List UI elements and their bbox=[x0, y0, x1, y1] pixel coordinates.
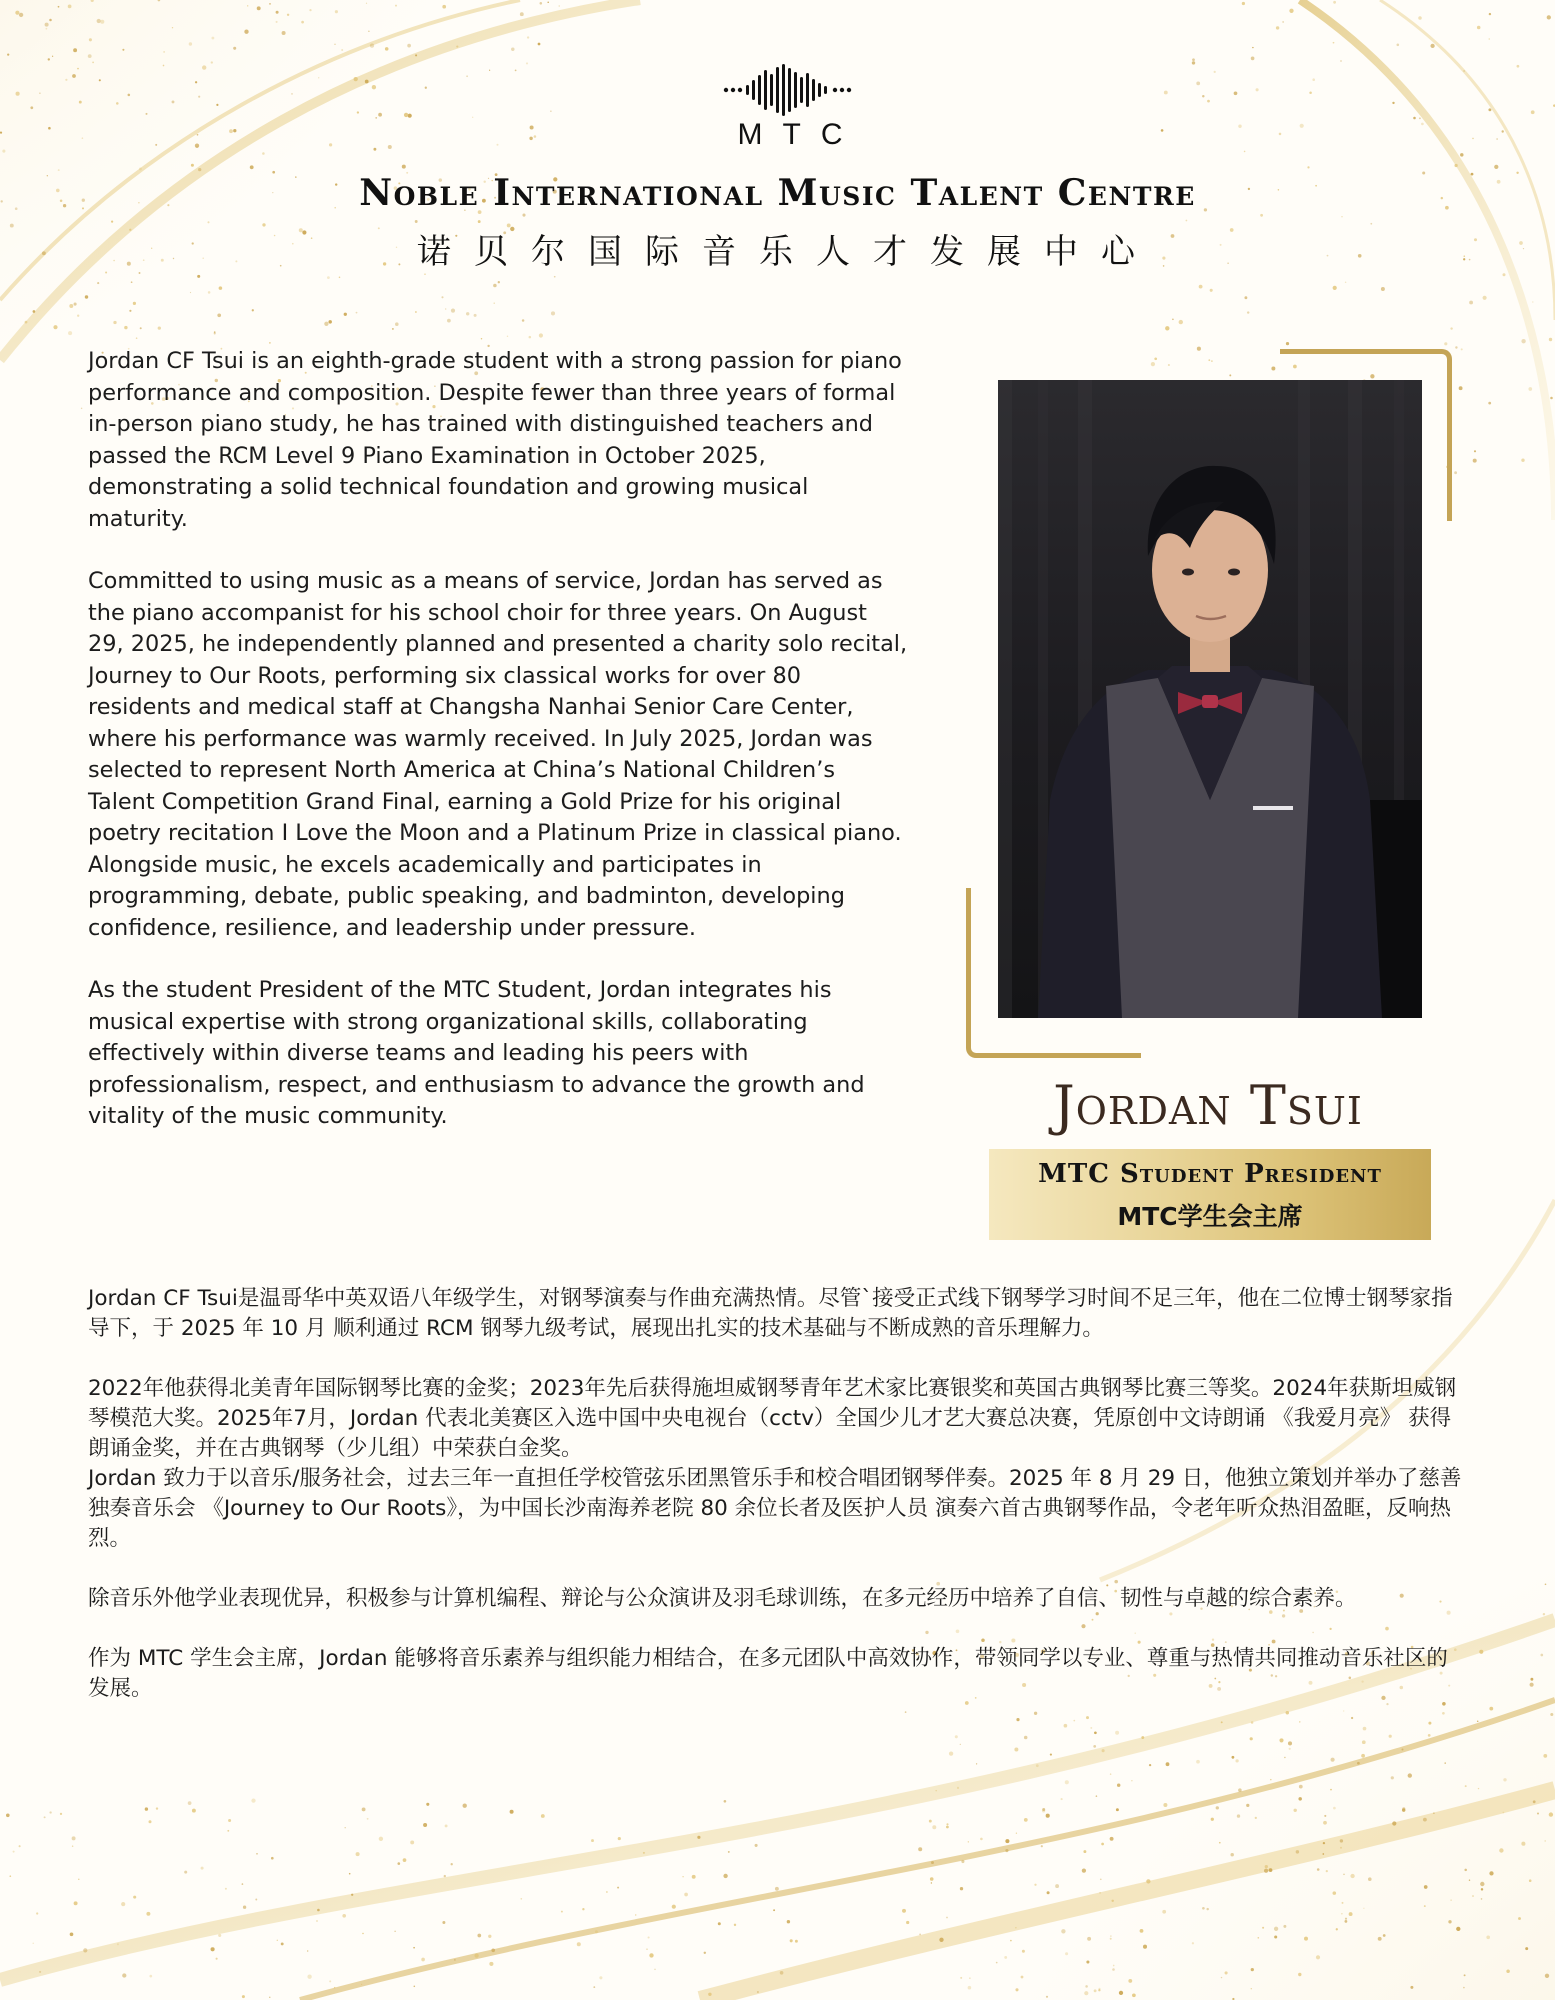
english-biography bbox=[88, 346, 908, 1164]
org-name-chinese: 诺贝尔国际音乐人才发展中心 bbox=[417, 232, 1158, 272]
title-english: MTC Student President bbox=[1038, 1159, 1382, 1189]
title-chinese: MTC学生会主席 bbox=[1117, 1202, 1303, 1231]
bio-paragraph-1: Jordan CF Tsui is an eighth-grade student with a strong passion for piano performance and composition. Despite fewer than three years of formal in-person piano study, he has trained with distinguished teachers and passed the RCM Level 9 Piano Examination in October 2025, demonstrating a solid technical foundation and growing musical maturity. bbox=[88, 348, 902, 532]
logo-text: MTC bbox=[737, 118, 863, 151]
chinese-biography bbox=[88, 1284, 1468, 1704]
sound-wave-logo-icon bbox=[723, 64, 855, 116]
org-name-english: Noble International Music Talent Centre bbox=[359, 172, 1196, 214]
portrait-photo bbox=[998, 380, 1422, 1018]
zh-bio-paragraph-2: 2022年他获得北美青年国际钢琴比赛的金奖；2023年先后获得施坦威钢琴青年艺术家比赛银奖和英国古典钢琴比赛三等奖。2024年获斯坦威钢琴模范大奖。2025年7月，Jordan 代表北美赛区入选中国中央电视台（cctv）全国少儿才艺大赛总决赛，凭原创中文诗朗诵 《我爱月亮》 获得朗诵金奖，并在古典钢琴（少儿组）中荣获白金奖。 bbox=[88, 1376, 1457, 1461]
zh-bio-paragraph-4: 除音乐外他学业表现优异，积极参与计算机编程、辩论与公众演讲及羽毛球训练，在多元经历中培养了自信、韧性与卓越的综合素养。 bbox=[88, 1586, 1357, 1611]
bio-paragraph-2: Committed to using music as a means of service, Jordan has served as the piano accompanist for his school choir for three years. On August 29, 2025, he independently planned and presented a charity solo recital, Journey to Our Roots, performing six classical works for over 80 residents and medical staff at Changsha Nanhai Senior Care Center, where his performance was warmly received. In July 2025, Jordan was selected to represent North America at China’s National Children’s Talent Competition Grand Final, earning a Gold Prize for his original poetry recitation I Love the Moon and a Platinum Prize in classical piano. Alongside music, he excels academically and participates in programming, debate, public speaking, and badminton, developing confidence, resilience, and leadership under pressure. bbox=[88, 568, 908, 941]
zh-bio-paragraph-1: Jordan CF Tsui是温哥华中英双语八年级学生，对钢琴演奏与作曲充满热情。尽管`接受正式线下钢琴学习时间不足三年，他在二位博士钢琴家指导下，于 2025 年 10 月 顺利通过 RCM 钢琴九级考试，展现出扎实的技术基础与不断成熟的音乐理解力。 bbox=[88, 1286, 1453, 1341]
title-badge bbox=[989, 1149, 1431, 1240]
student-name: Jordan Tsui bbox=[1053, 1074, 1363, 1137]
bio-paragraph-3: As the student President of the MTC Student, Jordan integrates his musical expertise with strong organizational skills, collaborating effectively within diverse teams and leading his peers with professionalism, respect, and enthusiasm to advance the growth and vitality of the music community. bbox=[88, 977, 865, 1129]
portrait-illustration bbox=[998, 380, 1422, 1018]
zh-bio-paragraph-3: Jordan 致力于以音乐/服务社会，过去三年一直担任学校管弦乐团黑管乐手和校合唱团钢琴伴奏。2025 年 8 月 29 日，他独立策划并举办了慈善独奏音乐会 《Journey to Our Roots》，为中国长沙南海养老院 80 余位长者及医护人员 演奏六首古典钢琴作品，令老年听众热泪盈眶，反响热烈。 bbox=[88, 1466, 1462, 1551]
zh-bio-paragraph-5: 作为 MTC 学生会主席，Jordan 能够将音乐素养与组织能力相结合，在多元团队中高效协作，带领同学以专业、尊重与热情共同推动音乐社区的发展。 bbox=[88, 1646, 1448, 1701]
